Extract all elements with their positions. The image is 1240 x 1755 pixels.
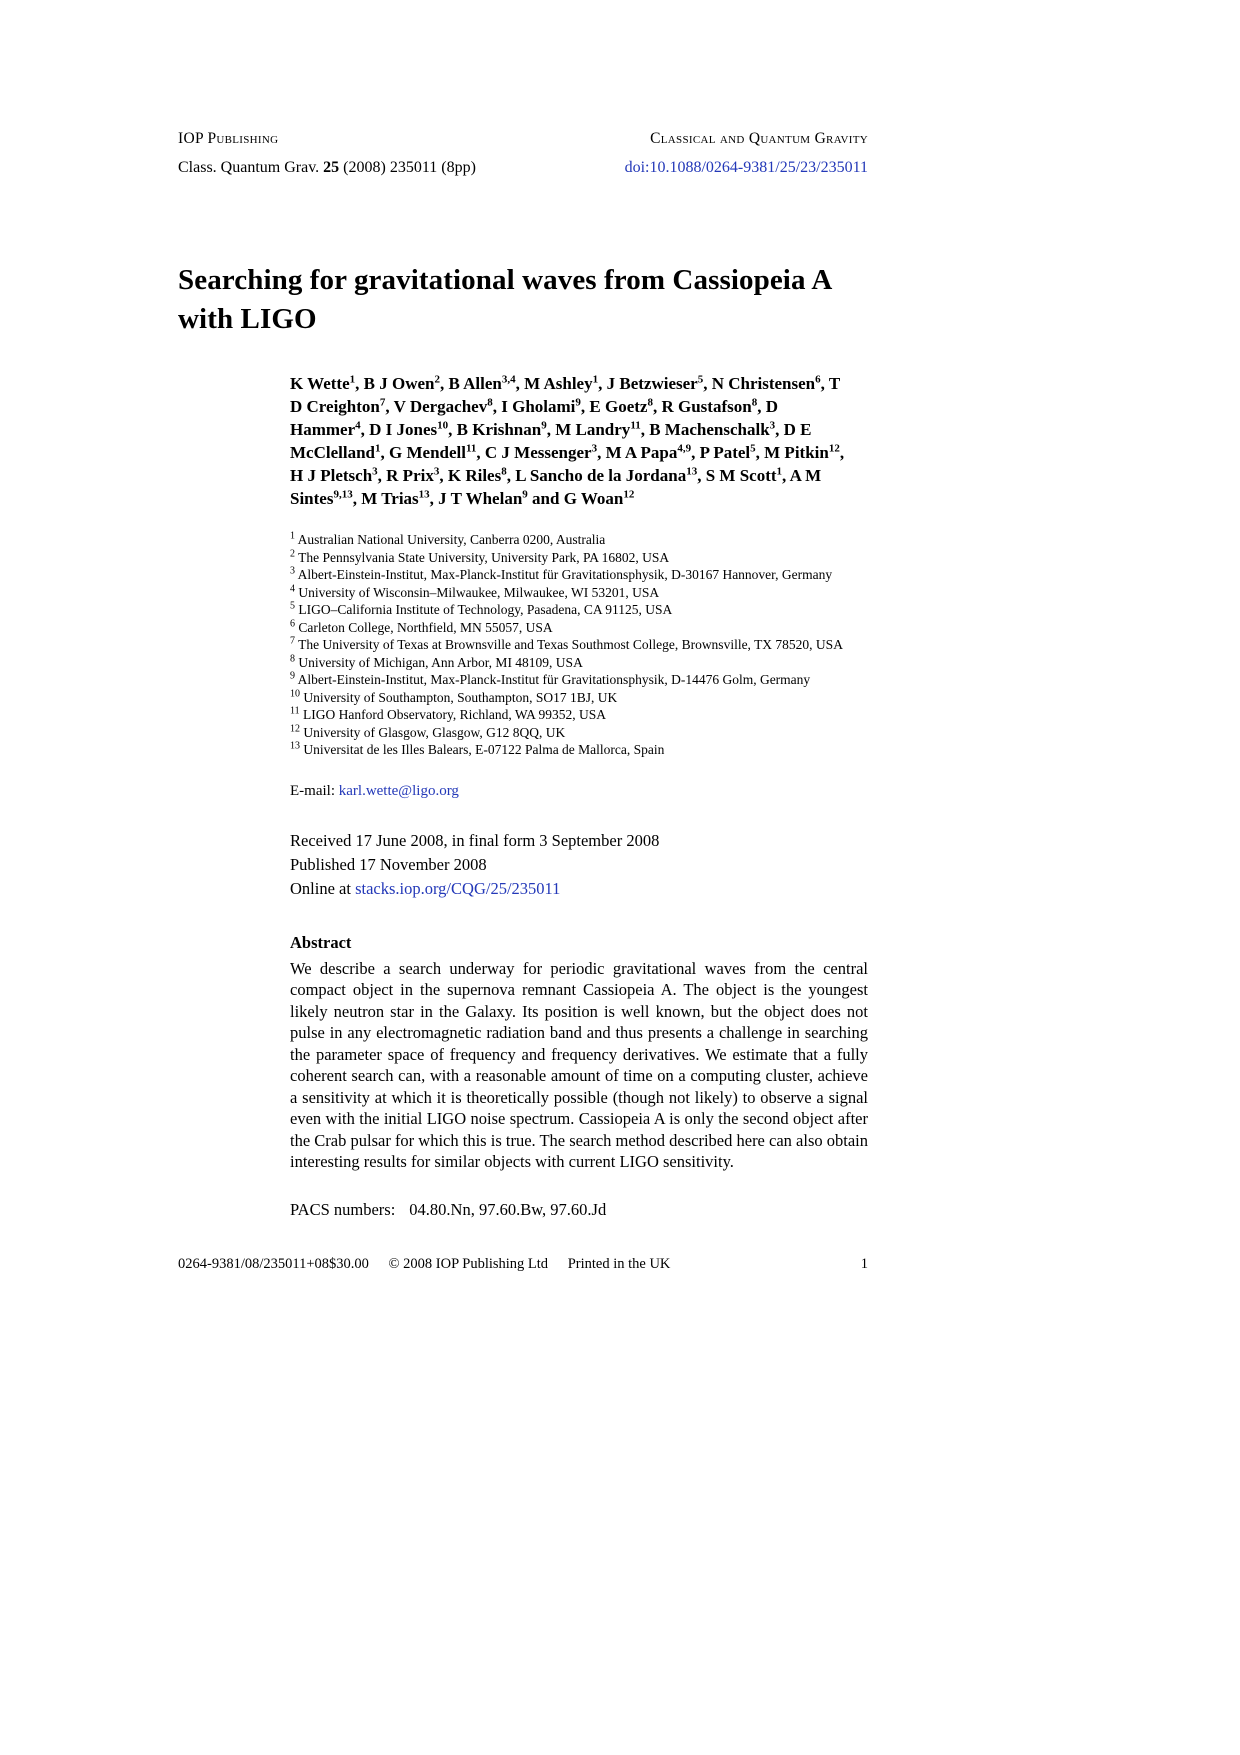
author-name: I Gholami$^9$ xyxy=(501,396,581,416)
citation xyxy=(178,159,476,177)
page-footer xyxy=(178,1256,868,1273)
author-name: B Allen$^{3,4}$ xyxy=(448,373,516,393)
citation-volume: 25 xyxy=(323,159,340,176)
author-name: R Prix$^3$ xyxy=(386,465,440,485)
pacs-line xyxy=(290,1200,868,1220)
online-label: Online at xyxy=(290,878,351,898)
affiliation-item: $^2$ The Pennsylvania State University, University Park, PA 16802, USA xyxy=(290,548,670,565)
author-name: B Machenschalk$^3$ xyxy=(649,419,776,439)
affiliation-item: $^1$ Australian National University, Canberra 0200, Australia xyxy=(290,530,606,547)
affiliation-item: $^7$ The University of Texas at Brownsville and Texas Southmost College, Brownsville, TX 78520, USA xyxy=(290,635,843,652)
email-link[interactable]: karl.wette@ligo.org xyxy=(338,782,459,799)
affiliation-item: $^8$ University of Michigan, Ann Arbor, MI 48109, USA xyxy=(290,653,583,670)
online-line xyxy=(290,877,868,901)
affiliation-item: $^6$ Carleton College, Northfield, MN 55057, USA xyxy=(290,618,553,635)
affiliation-item: $^3$ Albert-Einstein-Institut, Max-Planck-Institut für Gravitationsphysik, D-30167 Hannover, Germany xyxy=(290,565,833,582)
front-matter-block xyxy=(290,372,868,1220)
author-name: K Riles$^8$ xyxy=(447,465,507,485)
abstract-heading: Abstract xyxy=(290,932,352,952)
paper-title: Searching for gravitational waves from Cassiopeia A with LIGO xyxy=(178,264,831,335)
footer-issn-price: 0264-9381/08/235011+08$30.00 xyxy=(178,1255,369,1272)
author-name: R Gustafson$^8$ xyxy=(661,396,758,416)
author-name: B J Owen$^2$ xyxy=(363,373,440,393)
pacs-numbers: 04.80.Nn, 97.60.Bw, 97.60.Jd xyxy=(409,1199,607,1219)
email-label: E-mail: xyxy=(290,782,335,799)
affiliation-item: $^{10}$ University of Southampton, Southampton, SO17 1BJ, UK xyxy=(290,688,618,705)
journal-header xyxy=(178,130,868,148)
dates-block xyxy=(290,829,868,901)
citation-prefix: Class. Quantum Grav. xyxy=(178,159,320,176)
citation-row xyxy=(178,159,868,177)
email-line xyxy=(290,783,868,800)
footer-copyright: © 2008 IOP Publishing Ltd xyxy=(388,1255,549,1272)
affiliation-item: $^{11}$ LIGO Hanford Observatory, Richland, WA 99352, USA xyxy=(290,705,606,722)
doi-link[interactable]: doi:10.1088/0264-9381/25/23/235011 xyxy=(624,159,868,176)
author-name: K Wette$^1$ xyxy=(290,373,356,393)
author-name: C J Messenger$^3$ xyxy=(484,442,598,462)
footer-imprint xyxy=(178,1256,686,1273)
author-name: D E McClelland$^1$ xyxy=(290,420,812,462)
author-name: G Mendell$^{11}$ xyxy=(389,442,477,462)
author-name: J Betzwieser$^5$ xyxy=(606,373,704,393)
author-name: P Patel$^5$ xyxy=(699,442,756,462)
author-name: E Goetz$^8$ xyxy=(589,396,653,416)
author-name: M Landry$^{11}$ xyxy=(555,419,641,439)
author-name: N Christensen$^6$ xyxy=(711,373,821,393)
author-name: M A Papa$^{4,9}$ xyxy=(605,442,692,462)
affiliation-item: $^5$ LIGO–California Institute of Technology, Pasadena, CA 91125, USA xyxy=(290,600,673,617)
author-name: M Trias$^{13}$ xyxy=(361,488,430,508)
affiliation-item: $^{13}$ Universitat de les Illes Balears, E-07122 Palma de Mallorca, Spain xyxy=(290,740,665,757)
author-name: M Pitkin$^{12}$ xyxy=(764,442,840,462)
publisher-name: IOP Publishing xyxy=(178,130,279,147)
author-name: D I Jones$^{10}$ xyxy=(369,419,449,439)
page-number: 1 xyxy=(860,1255,868,1272)
author-name: M Ashley$^1$ xyxy=(524,373,599,393)
abstract-text: We describe a search underway for periodic gravitational waves from the central compact object in the supernova remnant Cassiopeia A. The object is the youngest likely neutron star in the Galaxy. Its position is well known, but the object does not pulse in any electromagnetic radiation band and thus presents a challenge in searching the parameter space of frequency and frequency derivatives. We estimate that a fully coherent search can, with a reasonable amount of time on a computing cluster, achieve a sensitivity at which it is theoretically possible (though not likely) to observe a signal even with the initial LIGO noise spectrum. Cassiopeia A is only the second object after the Crab pulsar for which this is true. The search method described here can also obtain interesting results for similar objects with current LIGO sensitivity. xyxy=(290,958,868,1171)
author-list: K Wette$^1$, B J Owen$^2$, B Allen$^{3,4}$, M Ashley$^1$, J Betzwieser$^5$, N Christensen$^6$, T D Creighton$^7$, V Dergachev$^8$, I Gholami$^9$, E Goetz$^8$, R Gustafson$^8$, D Hammer$^4$, D I Jones$^{10}$, B Krishnan$^9$, M Landry$^{11}$, B Machenschalk$^3$, D E McClelland$^1$, G Mendell$^{11}$, C J Messenger$^3$, M A Papa$^{4,9}$, P Patel$^5$, M Pitkin$^{12}$, H J Pletsch$^3$, R Prix$^3$, K Riles$^8$, L Sancho de la Jordana$^{13}$, S M Scott$^1$, A M Sintes$^{9,13}$, M Trias$^{13}$, J T Whelan$^9$ and G Woan$^{12}$ xyxy=(290,373,845,508)
author-name: T D Creighton$^7$ xyxy=(290,374,840,416)
published-line: Published 17 November 2008 xyxy=(290,854,487,874)
author-name: G Woan$^{12}$ xyxy=(563,488,635,508)
author-name: L Sancho de la Jordana$^{13}$ xyxy=(515,465,698,485)
citation-suffix: (2008) 235011 (8pp) xyxy=(343,159,476,176)
online-link[interactable]: stacks.iop.org/CQG/25/235011 xyxy=(355,878,561,898)
author-name: J T Whelan$^9$ xyxy=(438,488,528,508)
pacs-label: PACS numbers: xyxy=(290,1199,396,1219)
page-content xyxy=(178,130,868,1273)
author-name: A M Sintes$^{9,13}$ xyxy=(290,466,822,508)
author-name: D Hammer$^4$ xyxy=(290,397,778,439)
received-line: Received 17 June 2008, in final form 3 September 2008 xyxy=(290,830,660,850)
affiliation-item: $^4$ University of Wisconsin–Milwaukee, Milwaukee, WI 53201, USA xyxy=(290,583,660,600)
journal-name: Classical and Quantum Gravity xyxy=(650,130,868,147)
author-name: H J Pletsch$^3$ xyxy=(290,465,378,485)
author-name: S M Scott$^1$ xyxy=(705,465,783,485)
affiliation-list xyxy=(290,531,868,759)
affiliation-item: $^{12}$ University of Glasgow, Glasgow, G12 8QQ, UK xyxy=(290,723,566,740)
author-name: V Dergachev$^8$ xyxy=(393,396,493,416)
affiliation-item: $^9$ Albert-Einstein-Institut, Max-Planck-Institut für Gravitationsphysik, D-14476 Golm, Germany xyxy=(290,670,811,687)
author-name: B Krishnan$^9$ xyxy=(456,419,547,439)
footer-printed: Printed in the UK xyxy=(567,1255,671,1272)
